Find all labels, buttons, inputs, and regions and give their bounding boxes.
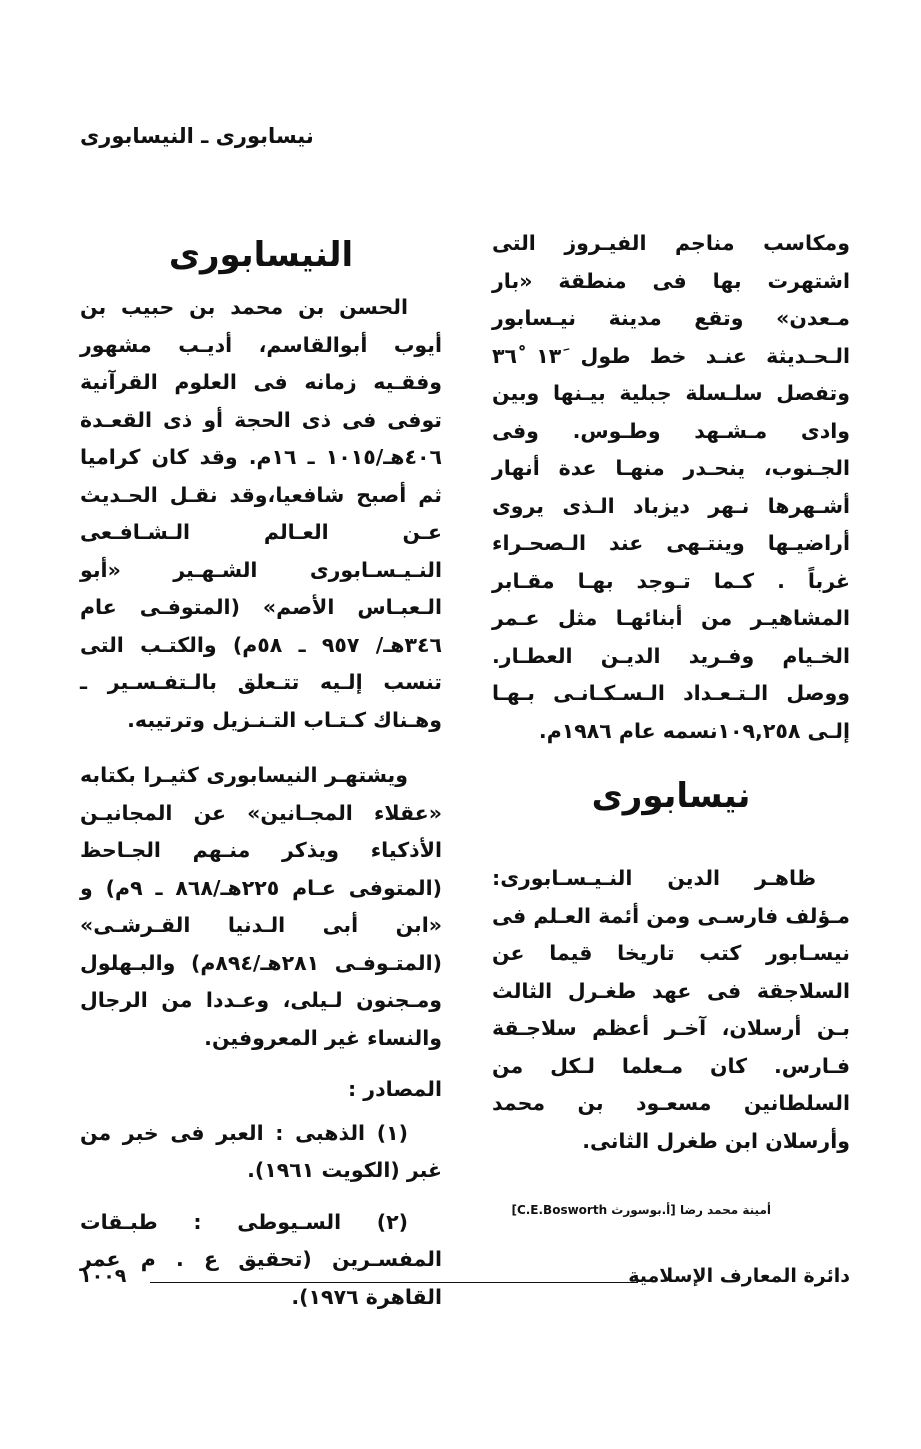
footer-title: دائرة المعارف الإسلامية [628, 1265, 850, 1287]
article-author: أمينة محمد رضا [أ.بوسورث C.E.Bosworth] [511, 1203, 771, 1217]
source-item-2: (٢) السـيوطى : طبـقات المفسـرين (تحقيق ع . م عمر القاهرة ١٩٧٦). [80, 1209, 442, 1309]
running-head: نيسابوری ـ النيسابوری [80, 124, 314, 148]
sources-heading: المصادر : [347, 1077, 442, 1101]
right-column [492, 225, 850, 1160]
article-title-al-nisaburi: النيسابورى [168, 235, 354, 275]
footer-rule [150, 1282, 638, 1283]
article-body-nisaburi: ظاهـر الدين النـيـسـابورى: مـؤلف فارسـى ومن أئمة العـلم فى نيسـابور كتب تاريخا قيما عن السلاجقة فى عهد طغـرل الثالث بـن أرسلان، آخـر أعظم سلاجـقة فـارس. كان مـعلما لـكل من السلطانين مسعـود بن محمد وأرسلان ابن طغرل الثانى. [492, 866, 850, 1153]
article-title-nisaburi: نيسابورى [591, 776, 751, 816]
left-column [80, 225, 442, 1316]
article-paragraph-2: ويشتهـر النيسابورى كثيـرا بكتابه «عقلاء المجـانين» عن المجانيـن الأذكياء ويذكر منـهم الجـاحظ (المتوفى عـام ٢٢٥هـ/٨٦٨ ـ ٩م) و «ابن أبى الـدنيا القـرشـى» (المتـوفـى ٢٨١هـ/٨٩٤م) والبـهلول ومـجنون لـيلى، وعـددا من الرجال والنساء غير المعروفين. [80, 763, 443, 1050]
previous-article-continuation: ومكاسب مناجم الفيـروز التى اشتهرت بها فى منطقة «بار مـعدن» وتقع مدينة نيـسابور الـحـديثة عنـد خط طول ١٣َ ٣٦ْ وتفصل سلـسلة جبلية بيـنها وبين وادى مـشـهد وطـوس. وفى الجـنوب، ينحـدر منهـا عدة أنهار أشـهرها نـهر ديزباد الـذى يروى أراضيـها وينتـهى عند الـصحـراء غرباً . كـما تـوجد بهـا مقـابر المشاهيـر من أبنائهـا مثل عـمر الخـيام وفـريد الديـن العطـار. ووصل الـتـعـداد الـسـكـانـى بـهـا إلـى ١٠٩,٢٥٨نسمه عام ١٩٨٦م. [492, 231, 851, 743]
page-footer [80, 1265, 850, 1295]
article-paragraph-1: الحسن بن محمد بن حبيب بن أيوب أبوالقاسم، أديـب مشهور وفقـيه زمانه فى العلوم القرآنية توفى فى ذى الحجة أو ذى القعـدة ٤٠٦هـ/١٠١٥ ـ ١٦م. وقد كان كراميا ثم أصبح شافعيا،وقد نقـل الحـديث عـن العـالم الـشـافـعى النـيـسـابورى الشـهـير «أبو الـعبـاس الأصم» (المتوفـى عام ٣٤٦هـ/ ٩٥٧ ـ ٥٨م) والكتـب التى تنسب إلـيه تتـعلق بالـتفـسـير ـ وهـناك كـتـاب التـنـزيل وترتيبه. [80, 295, 443, 732]
source-item-1: (١) الذهبى : العبر فى خبر من غبر (الكويت ١٩٦١). [80, 1120, 442, 1182]
page-number: ١٠٠٩ [80, 1265, 127, 1287]
